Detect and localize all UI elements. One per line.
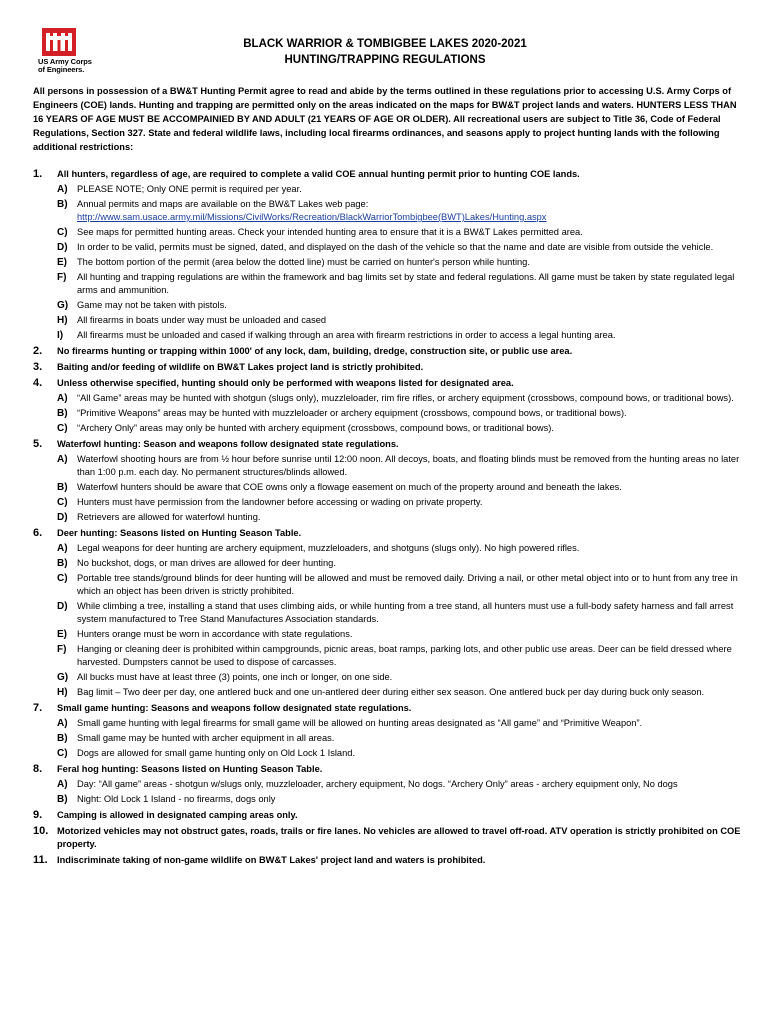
subitem-letter: F) [57,272,67,283]
subitem-text: No buckshot, dogs, or man drives are allowed for deer hunting. [77,558,336,568]
rule-subitem [57,422,745,435]
subitem-letter: D) [57,242,68,253]
subitem-text: In order to be valid, permits must be signed, dated, and displayed on the dash of the vehicle so that the name and date are visible from outside the vehicle. [77,242,714,252]
intro-paragraph: All persons in possession of a BW&T Hunting Permit agree to read and abide by the terms outlined in these regulations prior to accessing U.S. Army Corps of Engineers (COE) lands. Hunting and trapping are permitted only on the areas indicated on the maps for BW&T project lands and waters. HUNTERS LESS THAN 16 YEARS OF AGE MUST BE ACCOMPAINIED BY AND ADULT (21 YEARS OF AGE OR OLDER). All recreational users are subject to Title 36, Code of Federal Regulations, Section 327. State and federal wildlife laws, including local firearms ordinances, and seasons apply to project hunting lands with the following additional restrictions: [33,86,737,152]
subitem-text: “Primitive Weapons” areas may be hunted with muzzleloader or archery equipment (crossbows, compound bows, or traditional bows). [77,408,627,418]
rule-subitem [57,686,745,699]
subitem-text: Small game hunting with legal firearms for small game will be allowed on hunting areas designated as “All game” and “Primitive Weapon”. [77,718,643,728]
permits-web-link[interactable]: http://www.sam.usace.army.mil/Missions/CivilWorks/Recreation/BlackWarriorTombigbee(BWT)Lakes/Hunting.aspx [77,212,547,222]
rule-number: 3. [33,361,43,373]
rule-number: 6. [33,527,43,539]
subitem-letter: C) [57,748,68,759]
subitem-text: Annual permits and maps are available on the BW&T Lakes web page: [77,199,369,209]
rule-number: 8. [33,763,43,775]
rule-subitem [57,572,745,598]
rule-subitem [57,542,745,555]
rule-subitem [57,241,745,254]
rule-text: Waterfowl hunting: Season and weapons follow designated state regulations. [57,439,399,449]
rule-item [33,702,745,760]
rule-text: Baiting and/or feeding of wildlife on BW&T Lakes project land is strictly prohibited. [57,362,424,372]
subitem-text: “All Game” areas may be hunted with shotgun (slugs only), muzzleloader, rim fire rifles, or archery equipment (crossbows, compound bows, or traditional bows). [77,393,734,403]
subitem-text: While climbing a tree, installing a stand that uses climbing aids, or while hunting from a tree stand, all hunters must use a full-body safety harness and fall arrest system manufactured to Tree Stand Manufactures Association standards. [77,601,734,624]
subitem-text: Day: “All game” areas - shotgun w/slugs only, muzzleloader, archery equipment, No dogs. “Archery Only” areas - archery equipment only, No dogs [77,779,678,789]
rule-subitem [57,747,745,760]
rule-item [33,527,745,699]
rule-subitem [57,271,745,297]
subitem-letter: C) [57,423,68,434]
rule-subitem [57,226,745,239]
subitem-letter: C) [57,573,68,584]
rule-subitem [57,793,745,806]
subitem-text: Portable tree stands/ground blinds for deer hunting will be allowed and must be removed daily. Driving a nail, or other metal object into or to hunt from any tree in which an object has been driven is strictly prohibited. [77,573,738,596]
rule-subitem [57,481,745,494]
rule-subitem [57,717,745,730]
subitem-letter: D) [57,512,68,523]
rule-subitem [57,256,745,269]
subitem-letter: E) [57,257,67,268]
subitem-letter: B) [57,794,68,805]
subitem-text: Bag limit – Two deer per day, one antlered buck and one un-antlered deer during either sex season. One antlered buck per day during buck only season. [77,687,705,697]
page-subtitle: HUNTING/TRAPPING REGULATIONS [284,54,486,66]
subitem-text: Hunters must have permission from the landowner before accessing or wading on private property. [77,497,483,507]
rule-number: 10. [33,825,49,837]
subitem-letter: H) [57,315,68,326]
rule-number: 9. [33,809,43,821]
rule-text: Indiscriminate taking of non-game wildlife on BW&T Lakes' project land and waters is prohibited. [57,855,486,865]
subitem-text: Game may not be taken with pistols. [77,300,227,310]
rule-number: 5. [33,438,43,450]
rule-subitem [57,392,745,405]
subitem-letter: A) [57,718,68,729]
subitem-text: Hunters orange must be worn in accordance with state regulations. [77,629,353,639]
usace-logo [38,28,108,74]
subitem-letter: H) [57,687,68,698]
subitem-text: The bottom portion of the permit (area below the dotted line) must be carried on hunter's person while hunting. [77,257,530,267]
rule-subitem [57,314,745,327]
subitem-text: Hanging or cleaning deer is prohibited within campgrounds, picnic areas, boat ramps, parking lots, and other public use areas. Deer can be field dressed where harvested. Dumpsters cannot be used to dispose of carcasses. [77,644,732,667]
subitem-text: Small game may be hunted with archer equipment in all areas. [77,733,335,743]
subitem-letter: A) [57,779,68,790]
rule-subitem [57,511,745,524]
rule-subitem [57,557,745,570]
rule-subitem [57,329,745,342]
rule-number: 1. [33,168,43,180]
rule-item [33,809,745,822]
rule-subitem [57,299,745,312]
subitem-text: Retrievers are allowed for waterfowl hunting. [77,512,261,522]
rule-number: 2. [33,345,43,357]
rule-subitem [57,732,745,745]
subitem-text: Waterfowl hunters should be aware that COE owns only a flowage easement on much of the property around and beneath the lakes. [77,482,622,492]
subitem-text: Night: Old Lock 1 Island - no firearms, dogs only [77,794,276,804]
subitem-text: “Archery Only” areas may only be hunted with archery equipment (crossbows, compound bows, or traditional bows). [77,423,554,433]
rule-text: All hunters, regardless of age, are required to complete a valid COE annual hunting permit prior to hunting COE lands. [57,169,580,179]
rule-number: 7. [33,702,43,714]
subitem-text: All hunting and trapping regulations are within the framework and bag limits set by state and federal regulations. All game must be taken by state regulated legal arms and ammunition. [77,272,735,295]
subitem-letter: D) [57,601,68,612]
rule-subitem [57,183,745,196]
rule-subitem [57,496,745,509]
rule-item [33,168,745,342]
rule-item [33,345,745,358]
subitem-letter: A) [57,543,68,554]
rule-subitem [57,778,745,791]
subitem-text: Legal weapons for deer hunting are archery equipment, muzzleloaders, and shotguns (slugs only). No high powered rifles. [77,543,580,553]
subitem-letter: C) [57,227,68,238]
rule-number: 4. [33,377,43,389]
subitem-text: All firearms must be unloaded and cased if walking through an area with firearm restrictions in order to access a legal hunting area. [77,330,616,340]
subitem-letter: A) [57,454,68,465]
rule-text: Unless otherwise specified, hunting should only be performed with weapons listed for designated area. [57,378,514,388]
rule-subitem [57,628,745,641]
rule-number: 11. [33,854,48,866]
rule-subitem [57,407,745,420]
rule-item [33,377,745,435]
rule-subitem [57,671,745,684]
rule-subitem [57,198,745,224]
rule-text: No firearms hunting or trapping within 1000' of any lock, dam, building, dredge, construction site, or public use area. [57,346,573,356]
subitem-text: See maps for permitted hunting areas. Check your intended hunting area to ensure that it is a BW&T Lakes permitted area. [77,227,583,237]
subitem-letter: A) [57,184,68,195]
subitem-letter: A) [57,393,68,404]
rule-text: Camping is allowed in designated camping areas only. [57,810,298,820]
rule-subitem [57,643,745,669]
subitem-letter: G) [57,300,69,311]
subitem-letter: B) [57,482,68,493]
subitem-text: Waterfowl shooting hours are from ½ hour before sunrise until 12:00 noon. All decoys, boats, and floating blinds must be removed from the hunting areas no later than 1:00 p.m. each day. No permanent structures/blinds allowed. [77,454,740,477]
subitem-text: All firearms in boats under way must be unloaded and cased [77,315,327,325]
regulations-list [33,165,745,867]
rule-item [33,854,745,867]
subitem-text: Dogs are allowed for small game hunting only on Old Lock 1 Island. [77,748,356,758]
rule-text: Small game hunting: Seasons and weapons follow designated state regulations. [57,703,412,713]
subitem-letter: B) [57,408,68,419]
subitem-text: All bucks must have at least three (3) points, one inch or longer, on one side. [77,672,393,682]
rule-text: Motorized vehicles may not obstruct gates, roads, trails or fire lanes. No vehicles are allowed to travel off-road. ATV operation is strictly prohibited on COE property. [57,826,741,849]
page-title: BLACK WARRIOR & TOMBIGBEE LAKES 2020-2021 [243,38,527,50]
rule-subitem [57,600,745,626]
subitem-letter: C) [57,497,68,508]
subitem-letter: B) [57,199,68,210]
subitem-letter: G) [57,672,69,683]
subitem-letter: B) [57,733,68,744]
subitem-letter: B) [57,558,68,569]
rule-item [33,438,745,524]
subitem-text: PLEASE NOTE; Only ONE permit is required per year. [77,184,302,194]
rule-item [33,361,745,374]
rule-text: Feral hog hunting: Seasons listed on Hunting Season Table. [57,764,323,774]
rule-text: Deer hunting: Seasons listed on Hunting Season Table. [57,528,302,538]
rule-item [33,763,745,806]
rule-subitem [57,453,745,479]
subitem-letter: F) [57,644,67,655]
subitem-letter: I) [57,330,64,341]
logo-text: US Army Corps of Engineers. [38,57,92,74]
subitem-letter: E) [57,629,67,640]
rule-item [33,825,745,851]
